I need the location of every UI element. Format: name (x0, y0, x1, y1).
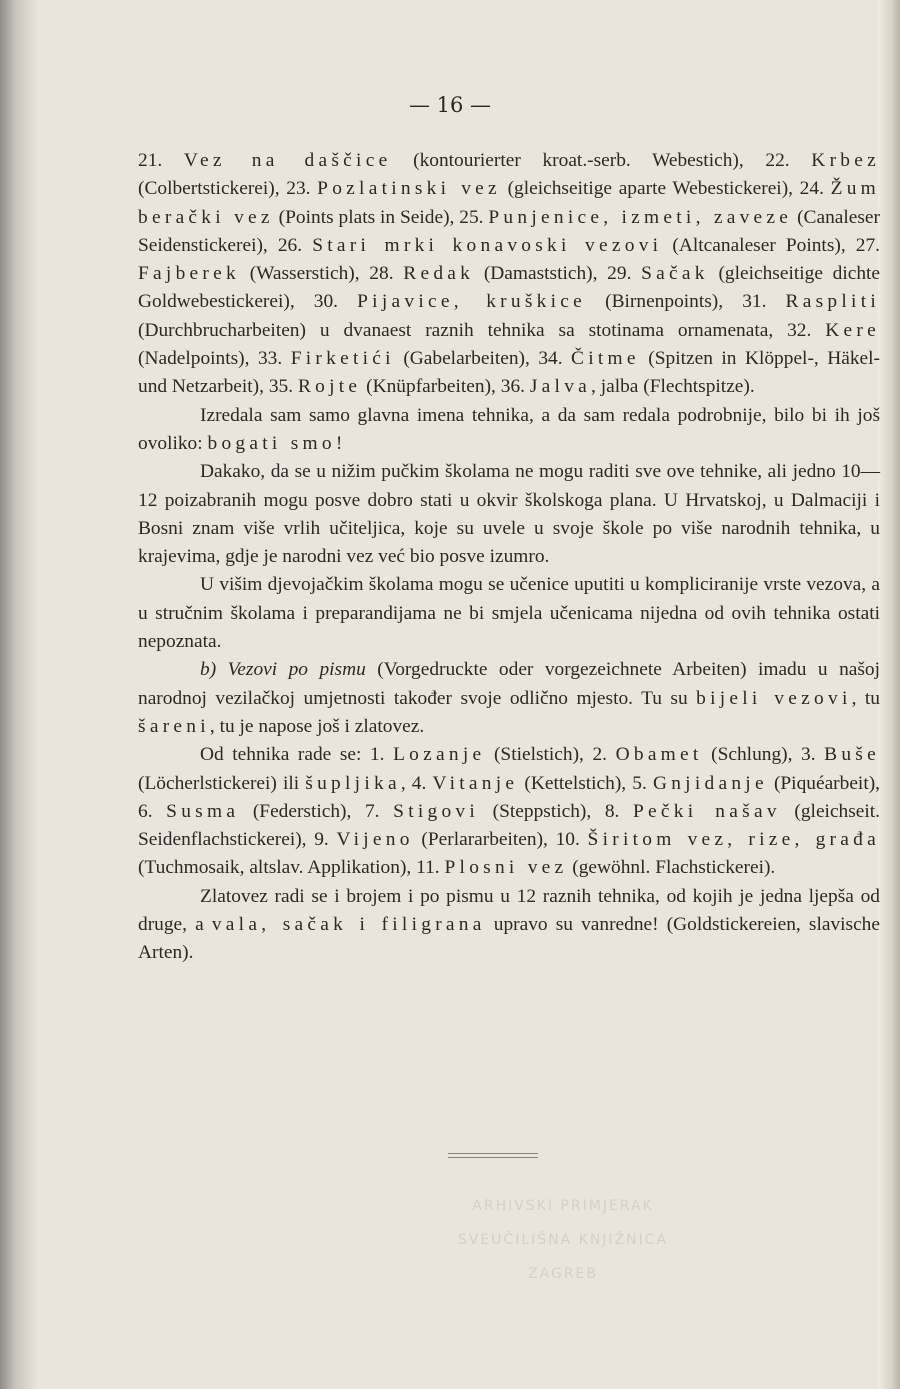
text-body (138, 147, 880, 968)
paragraph-summary: Izredala sam samo glavna imena tehnika, a da sam redala podrobnije, bilo bi ih još ovoliko: bogati smo! (138, 404, 880, 454)
library-stamp (398, 1188, 728, 1308)
stamp-line: SVEUČILIŠNA KNJIŽNICA (457, 1232, 669, 1248)
stamp-line: ZAGREB (528, 1266, 598, 1282)
paragraph-pattern-techniques: Od tehnika rade se: 1. Lozanje (Stielstich), 2. Obamet (Schlung), 3. Buše (Löcherlstickerei) ili šupljika, 4. Vitanje (Kettelstich), 5. Gnjidanje (Piquéarbeit), 6. Susma (Federstich), 7. Stigovi (Steppstich), 8. Pečki našav (gleichseit. Seidenflachstickerei), 9. Vijeno (Perlararbeiten), 10. Širitom vez, rize, građa (Tuchmosaik, altslav. Applikation), 11. Plosni vez (gewöhnl. Flachstickerei). (138, 744, 881, 879)
book-binding-shadow (0, 0, 40, 1389)
paragraph-higher-schools: U višim djevojačkim školama mogu se učenice uputiti u kompliciranije vrste vezova, a u stručnim školama i preparandijama ne bi smjela učenicama nijedna od ovih tehnika ostati nepoznata. (138, 574, 880, 653)
footer-rule (448, 1157, 538, 1158)
section-heading: b) Vezovi po pismu (200, 659, 366, 681)
stamp-line: ARHIVSKI PRIMJERAK (472, 1198, 654, 1214)
page-edge-shadow (878, 0, 900, 1389)
paragraph-goldwork: Zlatovez radi se i brojem i po pismu u 12 raznih tehnika, od kojih je jedna ljepša od druge, a vala, sačak i filigrana upravo su vanredne! (Goldstickereien, slavische Arten). (138, 885, 880, 964)
footer-rule (448, 1153, 538, 1154)
paragraph-primary-schools: Dakako, da se u nižim pučkim školama ne mogu raditi sve ove tehnike, ali jedno 10—12 poizabranih mogu posve dobro stati u okvir školskoga plana. U Hrvatskoj, u Dalmaciji i Bosni znam više vrlih učiteljica, koje su uvele u svoje škole po više narodnih tehnika, u krajevima, gdje je narodni vez već bio posve izumro. (138, 461, 880, 568)
page-number: — 16 — (408, 93, 492, 117)
paragraph-printed-patterns: b) Vezovi po pismu (Vorgedruckte oder vorgezeichnete Arbeiten) imadu u našoj narodnoj vezilačkoj umjetnosti također svoje odlično mjesto. Tu su bijeli vezovi, tu šareni, tu je napose još i zlatovez. (138, 659, 880, 737)
paragraph-technique-list: 21. Vez na daščice (kontourierter kroat.-serb. Webestich), 22. Krbez (Colbertstickerei), 23. Pozlatinski vez (gleichseitige aparte Webestickerei), 24. Žum berački vez (Points plats in Seide), 25. Punjenice, izmeti, zaveze (Canaleser Seidenstickerei), 26. Stari mrki konavoski vezovi (Altcanaleser Points), 27. Fajberek (Wasserstich), 28. Redak (Damaststich), 29. Sačak (gleichseitige dichte Goldwebestickerei), 30. Pijavice, kruškice (Birnenpoints), 31. Raspliti (Durchbrucharbeiten) u dvanaest raznih tehnika sa stotinama ornamenata, 32. Kere (Nadelpoints), 33. Firketići (Gabelarbeiten), 34. Čitme (Spitzen in Klöppel-, Häkel- und Netzarbeit), 35. Rojte (Knüpfarbeiten), 36. Jalva, jalba (Flechtspitze). (138, 150, 881, 398)
